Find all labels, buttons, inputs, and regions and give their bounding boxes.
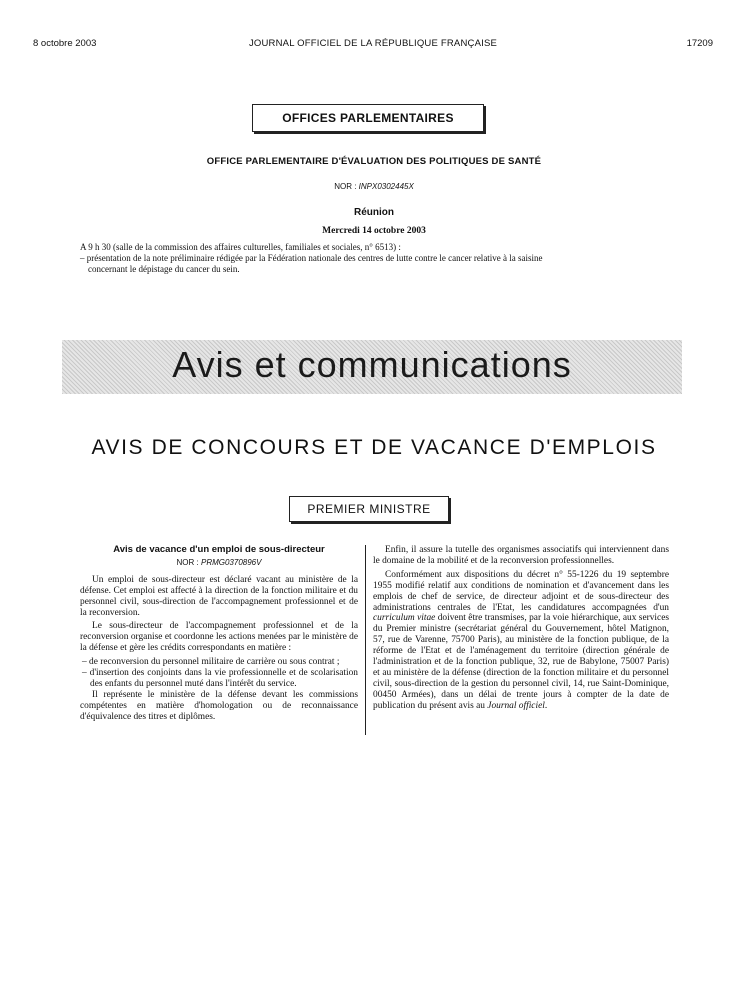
session-line: concernant le dépistage du cancer du sein. <box>88 264 240 274</box>
header-journal-title: JOURNAL OFFICIEL DE LA RÉPUBLIQUE FRANÇAISE <box>248 38 498 49</box>
session-line: – présentation de la note préliminaire rédigée par la Fédération nationale des centres de lutte contre le cancer relative à la saisine <box>80 253 543 263</box>
text-run: Conformément aux dispositions du décret n° 55-1226 du 19 septembre 1955 modifié relatif aux conditions de nomination et d'avancement dans les emplois de chef de service, de directeur adjoint et de sous-directeur des administrations centrales de l'Etat, les candidatures accompagnées d'un <box>373 569 669 613</box>
offices-parlementaires-box: OFFICES PARLEMENTAIRES <box>252 104 484 132</box>
reunion-date: Mercredi 14 octobre 2003 <box>322 226 426 236</box>
premier-ministre-box: PREMIER MINISTRE <box>289 496 449 522</box>
header-date: 8 octobre 2003 <box>33 38 97 49</box>
text-run-italic: curriculum vitae <box>373 613 436 624</box>
list-item: – de reconversion du personnel militaire de carrière ou sous contrat ; <box>82 657 340 668</box>
article-nor <box>80 558 358 569</box>
text-run: . <box>544 700 548 711</box>
office-title: OFFICE PARLEMENTAIRE D'ÉVALUATION DES POLITIQUES DE SANTÉ <box>206 156 542 167</box>
paragraph: Le sous-directeur de l'accompagnement professionnel et de la reconversion organise et coordonne les actions menées par le ministère de la défense et gère les crédits correspondants en matière : <box>80 621 358 654</box>
article-right-column <box>373 545 669 715</box>
nor-code: INPX0302445X <box>358 182 414 191</box>
avis-banner <box>62 340 682 394</box>
page-header <box>33 38 713 52</box>
nor-code: PRMG0370896V <box>200 557 262 567</box>
office-nor <box>0 182 748 191</box>
header-page-number: 17209 <box>686 38 713 49</box>
session-line: A 9 h 30 (salle de la commission des affaires culturelles, familiales et sociales, n° 6513) : <box>80 242 401 252</box>
reunion-heading: Réunion <box>354 207 394 218</box>
paragraph: Enfin, il assure la tutelle des organismes associatifs qui interviennent dans le domaine de la mobilité et de la reconversion professionnelles. <box>373 545 669 566</box>
banner-text: Avis et communications <box>172 344 572 385</box>
column-divider <box>365 545 366 735</box>
text-run: doivent être transmises, par la voie hiérarchique, aux services du Premier ministre (secrétariat général du Gouvernement, hôtel Matignon, 57, rue de Varenne, 75700 Paris), au ministère de la fonction publique, de la réforme de l'Etat et de l'aménagement du territoire (direction générale de l'administration et de la fonction publique, 32, rue de Babylone, 75007 Paris) et au ministère de la défense (direction de la fonction militaire et du personnel civil, sous-direction de la gestion du personnel civil, 14, rue Saint-Dominique, 00450 Armées), dans un délai de trente jours à compter de la date de publication du présent avis au <box>373 613 669 711</box>
nor-prefix: NOR : <box>176 557 199 567</box>
nor-prefix: NOR : <box>334 182 357 191</box>
session-details <box>80 242 668 275</box>
article-left-column <box>80 545 358 726</box>
paragraph: Il représente le ministère de la défense devant les commissions compétentes en matière d'homologation ou de reconnaissance d'équivalence des titres et diplômes. <box>80 689 358 722</box>
paragraph: Un emploi de sous-directeur est déclaré vacant au ministère de la défense. Cet emploi est affecté à la direction de la fonction militaire et du personnel civil, sous-direction de l'accompagnement professionnel et de la reconversion. <box>80 574 358 618</box>
article-title: Avis de vacance d'un emploi de sous-directeur <box>113 544 325 555</box>
text-run-italic: Journal officiel <box>487 700 545 711</box>
list-item: – d'insertion des conjoints dans la vie professionnelle et de scolarisation des enfants du personnel muté dans l'intérêt du service. <box>82 668 358 689</box>
section-title: AVIS DE CONCOURS ET DE VACANCE D'EMPLOIS <box>91 436 657 459</box>
paragraph <box>373 570 669 712</box>
